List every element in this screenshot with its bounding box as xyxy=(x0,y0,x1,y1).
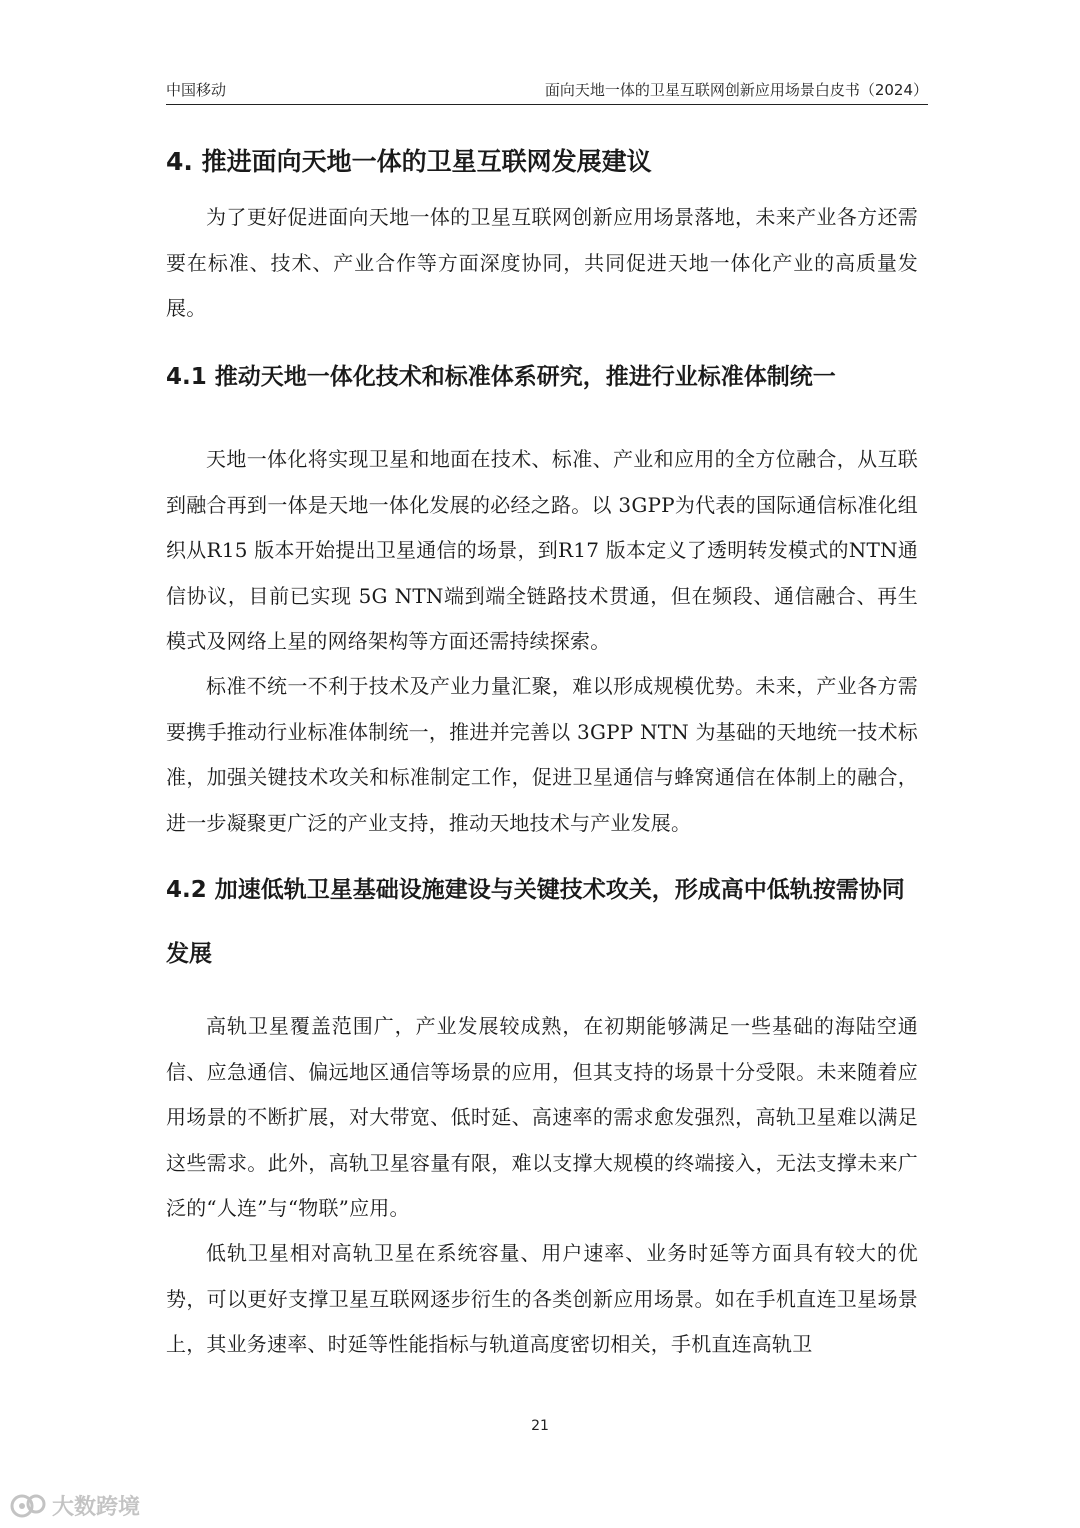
section-4-2-paragraph-1: 高轨卫星覆盖范围广，产业发展较成熟，在初期能够满足一些基础的海陆空通信、应急通信、偏远地区通信等场景的应用，但其支持的场景十分受限。未来随着应用场景的不断扩展，对大带宽、低时延、高速率的需求愈发强烈，高轨卫星难以满足这些需求。此外，高轨卫星容量有限，难以支撑大规模的终端接入，无法支撑未来广泛的“人连”与“物联”应用。 xyxy=(166,1014,918,1220)
page-number: 21 xyxy=(531,1418,549,1434)
watermark-logo-icon xyxy=(8,1491,48,1521)
watermark xyxy=(8,1490,140,1521)
section-4-2-title: 4.2 加速低轨卫星基础设施建设与关键技术攻关，形成高中低轨按需协同发展 xyxy=(166,877,905,967)
section-4-1-paragraph-1: 天地一体化将实现卫星和地面在技术、标准、产业和应用的全方位融合，从互联到融合再到一体是天地一体化发展的必经之路。以 3GPP为代表的国际通信标准化组织从R15 版本开始提出卫星通信的场景，到R17 版本定义了透明转发模式的NTN通信协议，目前已实现 5G NTN端到端全链路技术贯通，但在频段、通信融合、再生模式及网络上星的网络架构等方面还需持续探索。 xyxy=(166,447,918,653)
section-4-title: 4. 推进面向天地一体的卫星互联网发展建议 xyxy=(166,147,652,176)
page-header xyxy=(166,80,928,105)
header-doc-title: 面向天地一体的卫星互联网创新应用场景白皮书（2024） xyxy=(544,81,928,99)
section-4-2-paragraph-2: 低轨卫星相对高轨卫星在系统容量、用户速率、业务时延等方面具有较大的优势，可以更好支撑卫星互联网逐步衍生的各类创新应用场景。如在手机直连卫星场景上，其业务速率、时延等性能指标与轨道高度密切相关，手机直连高轨卫 xyxy=(166,1241,918,1356)
header-org: 中国移动 xyxy=(166,81,227,99)
section-4-intro: 为了更好促进面向天地一体的卫星互联网创新应用场景落地，未来产业各方还需要在标准、技术、产业合作等方面深度协同，共同促进天地一体化产业的高质量发展。 xyxy=(166,205,918,320)
section-4-1-title: 4.1 推动天地一体化技术和标准体系研究，推进行业标准体制统一 xyxy=(166,364,836,390)
watermark-text: 大数跨境 xyxy=(52,1495,141,1520)
section-4-1-paragraph-2: 标准不统一不利于技术及产业力量汇聚，难以形成规模优势。未来，产业各方需要携手推动行业标准体制统一，推进并完善以 3GPP NTN 为基础的天地统一技术标准，加强关键技术攻关和标准制定工作，促进卫星通信与蜂窝通信在体制上的融合，进一步凝聚更广泛的产业支持，推动天地技术与产业发展。 xyxy=(166,674,918,835)
